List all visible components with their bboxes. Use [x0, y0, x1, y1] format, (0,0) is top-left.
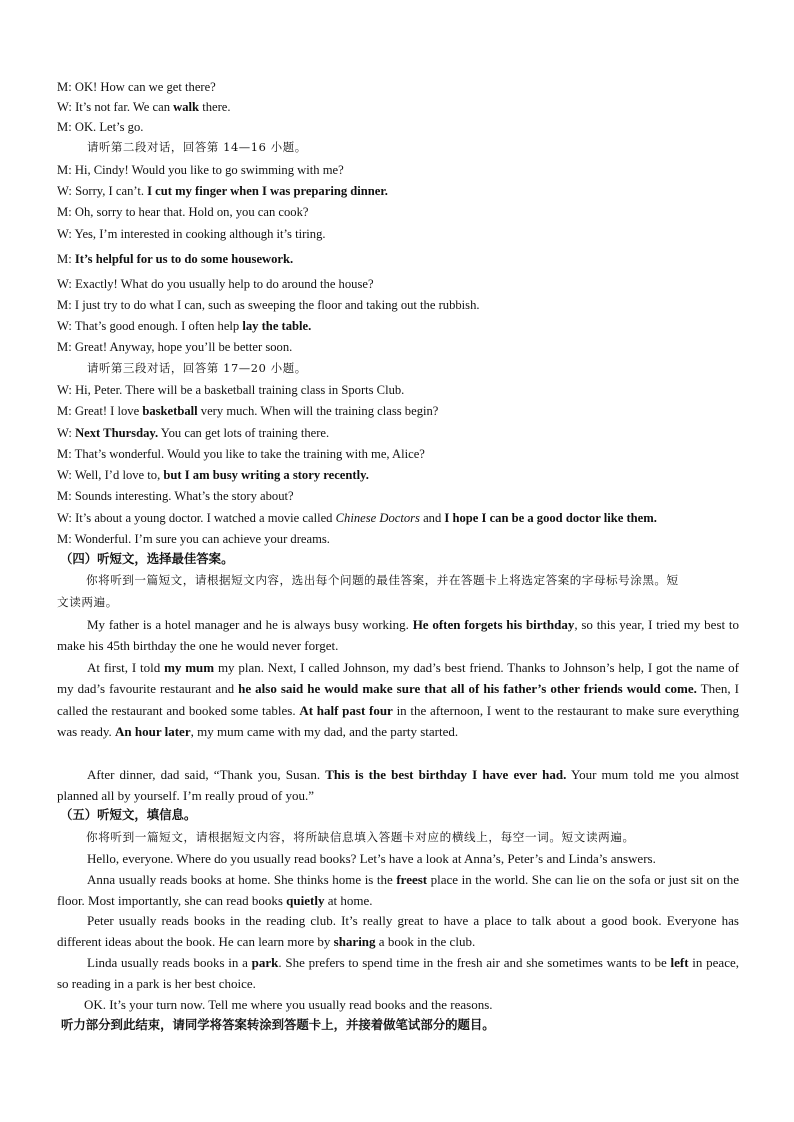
dialogue-line: M: OK. Let’s go. [57, 120, 144, 134]
passage-paragraph: Anna usually reads books at home. She thinks home is the freest place in the world. She can lie on the sofa or just sit on the floor. Most importantly, she can read books quietly at home. [57, 872, 739, 909]
section-instruction: 文读两遍。 [57, 595, 118, 609]
dialogue-line: W: It’s about a young doctor. I watched a movie called Chinese Doctors and I hope I can be a good doctor like them. [57, 511, 657, 525]
dialogue-line: W: Next Thursday. You can get lots of training there. [57, 426, 330, 440]
dialogue-line: W: It’s not far. We can walk there. [57, 100, 231, 114]
dialogue-line: W: Hi, Peter. There will be a basketball training class in Sports Club. [57, 383, 405, 397]
dialogue-line: M: Sounds interesting. What’s the story about? [57, 489, 294, 503]
closing-note: 听力部分到此结束，请同学将答案转涂到答题卡上，并接着做笔试部分的题目。 [61, 1017, 495, 1032]
passage-paragraph: Linda usually reads books in a park. She prefers to spend time in the fresh air and she sometimes wants to be left in peace, so reading in a park is her best choice. [57, 955, 739, 992]
dialogue-line: W: Sorry, I can’t. I cut my finger when I was preparing dinner. [57, 184, 388, 198]
dialogue-heading: 请听第二段对话，回答第 14—16 小题。 [87, 140, 307, 154]
passage-paragraph: OK. It’s your turn now. Tell me where you usually read books and the reasons. [84, 997, 493, 1012]
section-instruction: 你将听到一篇短文，请根据短文内容，将所缺信息填入答题卡对应的横线上，每空一词。短文读两遍。 [86, 830, 635, 844]
passage-paragraph: At first, I told my mum my plan. Next, I called Johnson, my dad’s best friend. Thanks to Johnson’s help, I got the name of my dad’s favourite restaurant and he also said he would make sure that all of his father’s other friends would come. Then, I called the restaurant and booked some tables. At half past four in the afternoon, I went to the restaurant to make sure everything was ready. An hour later, my mum came with my dad, and the party started. [57, 660, 740, 739]
dialogue-line: M: It’s helpful for us to do some housework. [57, 252, 294, 266]
passage-paragraph: Peter usually reads books in the reading club. It’s really great to have a place to talk about a good book. Everyone has different ideas about the book. He can learn more by sharing a book in the club. [57, 913, 739, 950]
dialogue-line: M: Wonderful. I’m sure you can achieve your dreams. [57, 532, 330, 546]
dialogue-line: M: Great! I love basketball very much. When will the training class begin? [57, 404, 439, 418]
dialogue-line: W: That’s good enough. I often help lay the table. [57, 319, 312, 333]
passage-paragraph: Hello, everyone. Where do you usually read books? Let’s have a look at Anna’s, Peter’s and Linda’s answers. [87, 851, 656, 866]
dialogue-line: W: Yes, I’m interested in cooking although it’s tiring. [57, 227, 326, 241]
section-title: （五）听短文，填信息。 [60, 807, 197, 822]
section-instruction: 你将听到一篇短文，请根据短文内容，选出每个问题的最佳答案，并在答题卡上将选定答案的字母标号涂黑。短 [86, 573, 679, 587]
section-title: （四）听短文，选择最佳答案。 [60, 551, 234, 566]
dialogue-line: W: Well, I’d love to, but I am busy writing a story recently. [57, 468, 369, 482]
dialogue-line: W: Exactly! What do you usually help to do around the house? [57, 277, 374, 291]
dialogue-line: M: I just try to do what I can, such as sweeping the floor and taking out the rubbish. [57, 298, 480, 312]
dialogue-heading: 请听第三段对话，回答第 17—20 小题。 [87, 361, 307, 375]
passage-paragraph: My father is a hotel manager and he is always busy working. He often forgets his birthday, so this year, I tried my best to make his 45th birthday the one he would never forget. [57, 617, 739, 654]
dialogue-line: M: That’s wonderful. Would you like to take the training with me, Alice? [57, 447, 425, 461]
dialogue-line: M: Hi, Cindy! Would you like to go swimming with me? [57, 163, 344, 177]
dialogue-line: M: Great! Anyway, hope you’ll be better soon. [57, 340, 293, 354]
passage-paragraph: After dinner, dad said, “Thank you, Susan. This is the best birthday I have ever had. Your mum told me you almost planned all by yourself. I’m really proud of you.” [57, 767, 739, 804]
dialogue-line: M: Oh, sorry to hear that. Hold on, you can cook? [57, 205, 309, 219]
dialogue-line: M: OK! How can we get there? [57, 80, 216, 94]
